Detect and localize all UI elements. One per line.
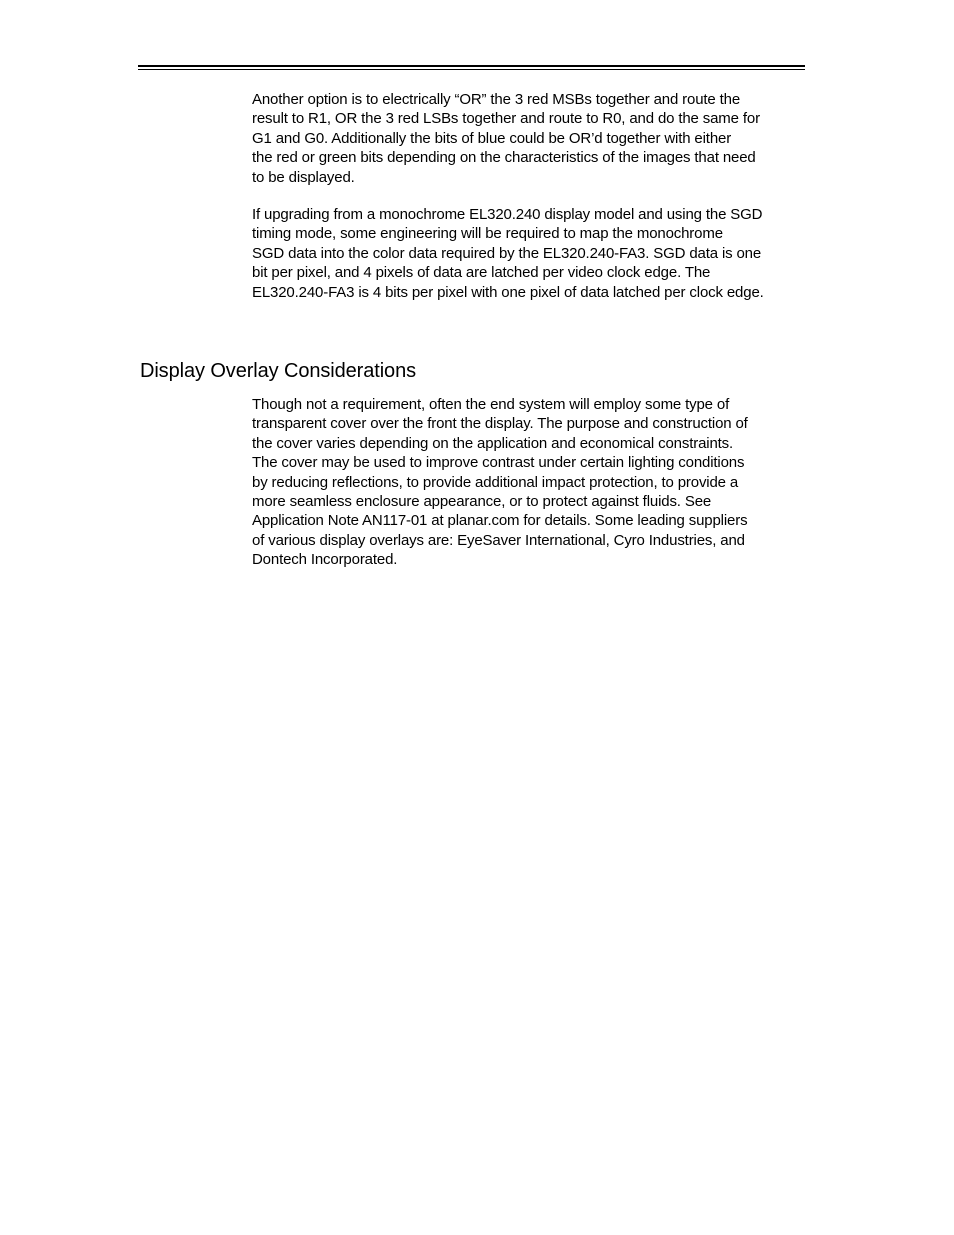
paragraph-monochrome-upgrade: If upgrading from a monochrome EL320.240 display model and using the SGD timing mode, some engineering will be required to map the monochrome SGD data into the color data required by the EL320.240-FA3. SGD data is one bit per pixel, and 4 pixels of data are latched per video clock edge. The EL320.240-FA3 is 4 bits per pixel with one pixel of data latched per clock edge.	[252, 206, 764, 301]
paragraph-display-overlay: Though not a requirement, often the end system will employ some type of transparent cover over the front the display. The purpose and construction of the cover varies depending on the application and economical constraints. The cover may be used to improve contrast under certain lighting conditions by reducing reflections, to provide additional impact protection, to provide a more seamless enclosure appearance, or to protect against fluids. See Application Note AN117-01 at planar.com for details. Some leading suppliers of various display overlays are: EyeSaver International, Cyro Industries, and Dontech Incorporated.	[252, 396, 748, 569]
header-double-rule	[138, 65, 805, 71]
paragraph-or-bits: Another option is to electrically “OR” the 3 red MSBs together and route the result to R1, OR the 3 red LSBs together and route to R0, and do the same for G1 and G0. Additionally the bits of blue could be OR’d together with either the red or green bits depending on the characteristics of the images that need to be displayed.	[252, 91, 760, 186]
header-rule-thick	[138, 65, 805, 67]
header-rule-thin	[138, 69, 805, 70]
section-heading-display-overlay: Display Overlay Considerations	[140, 360, 417, 382]
